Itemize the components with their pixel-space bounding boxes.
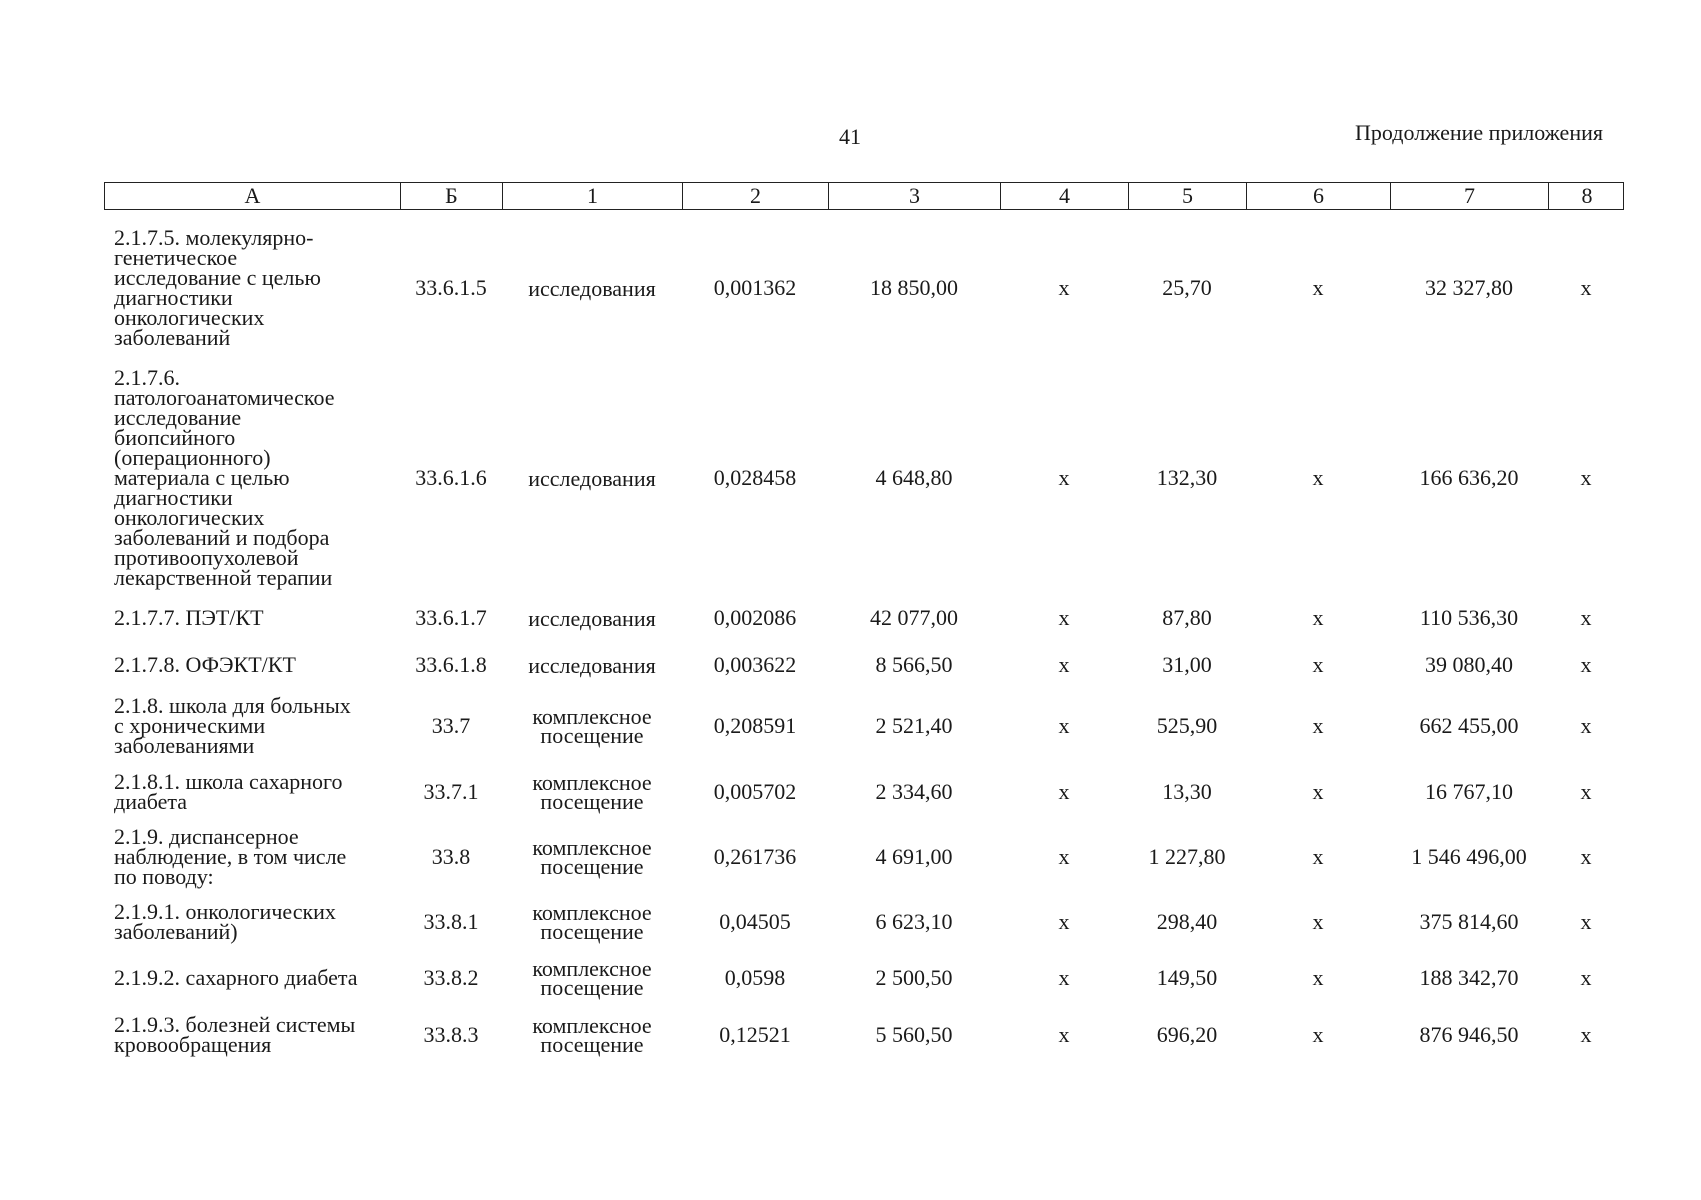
row-value: 149,50 (1156, 965, 1218, 990)
row-value: 0,261736 (713, 844, 797, 869)
row-value: 0,003622 (713, 652, 797, 677)
row-name: 2.1.7.5. молекулярно- генетическое исследование с целью диагностики онкологических заболеваний (114, 225, 321, 350)
row-mark: х (1312, 713, 1324, 738)
row-value: 6 623,10 (875, 909, 953, 934)
row-name: 2.1.7.7. ПЭТ/КТ (114, 605, 264, 630)
row-value: 876 946,50 (1419, 1022, 1519, 1047)
row-value: 375 814,60 (1419, 909, 1519, 934)
row-code: 33.7 (431, 713, 471, 738)
row-value: 0,12521 (719, 1022, 791, 1047)
row-name: 2.1.7.8. ОФЭКТ/КТ (114, 652, 296, 677)
row-unit: комплексное посещение (532, 1013, 652, 1057)
row-mark: х (1312, 652, 1324, 677)
row-value: 32 327,80 (1425, 275, 1513, 300)
header-cell: 1 (503, 183, 683, 209)
table-header (104, 182, 1624, 210)
row-name: 2.1.8.1. школа сахарного диабета (114, 769, 343, 814)
row-mark: х (1058, 844, 1070, 869)
row-value: 0,208591 (713, 713, 797, 738)
row-mark: х (1580, 1022, 1592, 1047)
row-code: 33.8.1 (423, 909, 479, 934)
row-mark: х (1580, 465, 1592, 490)
row-value: 18 850,00 (870, 275, 958, 300)
header-cell: 5 (1129, 183, 1247, 209)
row-unit: исследования (528, 465, 656, 491)
row-mark: х (1312, 465, 1324, 490)
row-value: 0,002086 (713, 605, 797, 630)
row-mark: х (1058, 605, 1070, 630)
row-unit: комплексное посещение (532, 956, 652, 1000)
row-name: 2.1.7.6. патологоанатомическое исследование биопсийного (операционного) материала с целью диагностики онкологических заболеваний и подбора противоопухолевой лекарственной терапии (114, 365, 335, 590)
row-value: 1 227,80 (1148, 844, 1226, 869)
row-mark: х (1580, 605, 1592, 630)
header-cell: 8 (1581, 183, 1593, 208)
row-name: 2.1.8. школа для больных с хроническими заболеваниями (114, 693, 351, 758)
row-mark: х (1312, 275, 1324, 300)
row-code: 33.8 (431, 844, 471, 869)
row-mark: х (1312, 605, 1324, 630)
row-mark: х (1312, 844, 1324, 869)
row-mark: х (1312, 779, 1324, 804)
row-mark: х (1058, 965, 1070, 990)
row-value: 5 560,50 (875, 1022, 953, 1047)
row-mark: х (1580, 844, 1592, 869)
row-value: 166 636,20 (1419, 465, 1519, 490)
header-cell: 6 (1247, 183, 1391, 209)
row-code: 33.8.2 (423, 965, 479, 990)
row-value: 1 546 496,00 (1411, 844, 1527, 869)
table-row (104, 1006, 1624, 1064)
table-row (104, 362, 1624, 594)
table-body (104, 220, 1624, 1064)
row-value: 110 536,30 (1419, 605, 1519, 630)
row-name: 2.1.9.3. болезней системы кровообращения (114, 1012, 356, 1057)
row-unit: исследования (528, 605, 656, 631)
header-cell: 7 (1391, 183, 1549, 209)
row-value: 25,70 (1162, 275, 1212, 300)
row-value: 2 500,50 (875, 965, 953, 990)
row-unit: исследования (528, 275, 656, 301)
row-value: 0,005702 (713, 779, 797, 804)
row-value: 4 691,00 (875, 844, 953, 869)
row-mark: х (1580, 652, 1592, 677)
table-row (104, 894, 1624, 950)
row-mark: х (1312, 965, 1324, 990)
row-code: 33.8.3 (423, 1022, 479, 1047)
table-row (104, 220, 1624, 356)
row-name: 2.1.9.2. сахарного диабета (114, 965, 358, 990)
table-row (104, 824, 1624, 890)
row-value: 2 521,40 (875, 713, 953, 738)
row-mark: х (1580, 965, 1592, 990)
header-cell: 3 (829, 183, 1001, 209)
row-mark: х (1058, 465, 1070, 490)
row-value: 0,04505 (719, 909, 791, 934)
header-cell: 2 (683, 183, 829, 209)
row-mark: х (1312, 1022, 1324, 1047)
row-value: 525,90 (1156, 713, 1218, 738)
row-unit: исследования (528, 652, 656, 678)
row-unit: комплексное посещение (532, 704, 652, 748)
row-mark: х (1058, 275, 1070, 300)
row-mark: х (1580, 909, 1592, 934)
row-value: 662 455,00 (1419, 713, 1519, 738)
row-mark: х (1312, 909, 1324, 934)
data-table (104, 182, 1624, 1064)
row-code: 33.7.1 (423, 779, 479, 804)
page-number: 41 (839, 124, 861, 149)
row-value: 16 767,10 (1425, 779, 1513, 804)
row-unit: комплексное посещение (532, 835, 652, 879)
table-row (104, 598, 1624, 638)
row-code: 33.6.1.8 (415, 652, 487, 677)
row-unit: комплексное посещение (532, 770, 652, 814)
row-value: 0,028458 (713, 465, 797, 490)
row-value: 4 648,80 (875, 465, 953, 490)
row-code: 33.6.1.7 (415, 605, 487, 630)
row-value: 2 334,60 (875, 779, 953, 804)
header-cell: Б (401, 183, 503, 209)
header-cell: 4 (1001, 183, 1129, 209)
table-row (104, 642, 1624, 688)
table-row (104, 764, 1624, 820)
row-value: 298,40 (1156, 909, 1218, 934)
row-code: 33.6.1.6 (415, 465, 487, 490)
row-code: 33.6.1.5 (415, 275, 487, 300)
header-cell: А (105, 183, 401, 209)
row-value: 0,0598 (724, 965, 786, 990)
row-value: 0,001362 (713, 275, 797, 300)
row-value: 188 342,70 (1419, 965, 1519, 990)
continuation-label: Продолжение приложения (1355, 120, 1603, 145)
row-name: 2.1.9.1. онкологических заболеваний) (114, 899, 336, 944)
row-mark: х (1058, 1022, 1070, 1047)
row-unit: комплексное посещение (532, 900, 652, 944)
row-value: 39 080,40 (1425, 652, 1513, 677)
row-value: 132,30 (1156, 465, 1218, 490)
row-value: 696,20 (1156, 1022, 1218, 1047)
row-mark: х (1058, 713, 1070, 738)
row-mark: х (1580, 779, 1592, 804)
row-mark: х (1580, 275, 1592, 300)
row-mark: х (1058, 779, 1070, 804)
table-row (104, 954, 1624, 1002)
row-mark: х (1058, 652, 1070, 677)
row-value: 13,30 (1162, 779, 1212, 804)
row-value: 87,80 (1162, 605, 1212, 630)
row-value: 31,00 (1162, 652, 1212, 677)
table-row (104, 692, 1624, 760)
row-mark: х (1580, 713, 1592, 738)
row-value: 42 077,00 (870, 605, 958, 630)
row-mark: х (1058, 909, 1070, 934)
row-value: 8 566,50 (875, 652, 953, 677)
row-name: 2.1.9. диспансерное наблюдение, в том числе по поводу: (114, 824, 347, 889)
